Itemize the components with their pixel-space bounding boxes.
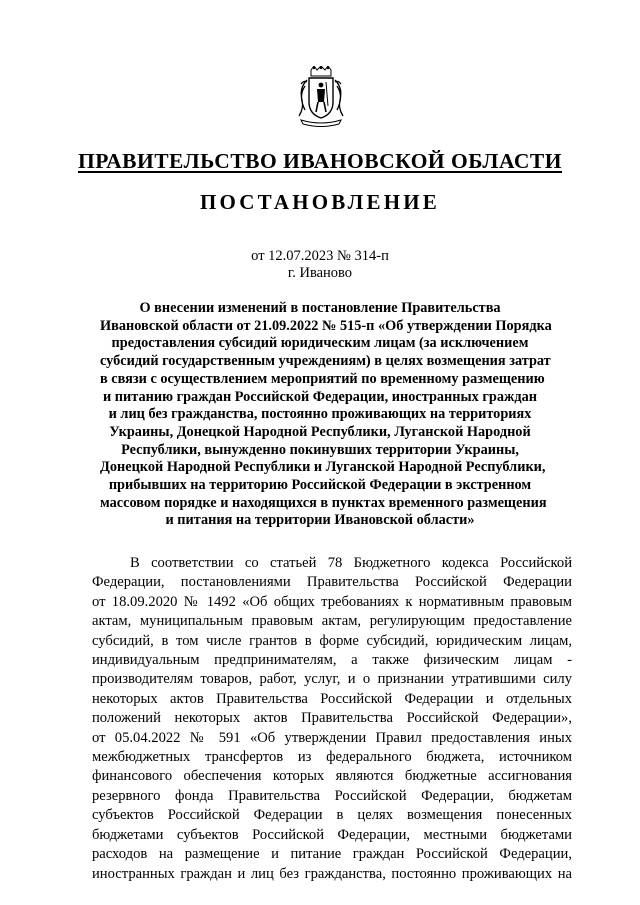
subject-line: и лиц без гражданства, постоянно проживающих на территориях	[108, 406, 532, 423]
document-body	[92, 554, 572, 884]
body-line: от 05.04.2022 № 591 «Об утверждении Правил предоставления иных	[92, 729, 572, 746]
body-line: субъектов Российской Федерации в целях возмещения понесенных	[92, 807, 572, 824]
subject-line: и питания на территории Ивановской области»	[165, 512, 475, 529]
subject-line: массовом порядке и находящихся в пунктах временного размещения	[100, 494, 547, 511]
subject-line: предоставления субсидий юридическим лицам (за исключением	[111, 335, 529, 352]
subject-line: Украины, Донецкой Народной Республики, Луганской Народной	[109, 423, 531, 440]
body-line: межбюджетных трансфертов из федерального бюджета, источником	[92, 749, 572, 766]
body-line: финансового обеспечения которых являются бюджетные ассигнования	[92, 768, 572, 785]
subject-line: О внесении изменений в постановление Правительства	[139, 300, 501, 316]
subject-line: субсидий государственным учреждениям) в целях возмещения затрат	[100, 353, 551, 370]
government-title: ПРАВИТЕЛЬСТВО ИВАНОВСКОЙ ОБЛАСТИ	[78, 149, 562, 173]
body-line: индивидуальным предпринимателям, а также физическим лицам -	[92, 652, 572, 669]
subject-line: Донецкой Народной Республики и Луганской Народной Республики,	[100, 459, 546, 476]
body-line: В соответствии со статьей 78 Бюджетного кодекса Российской	[130, 555, 572, 571]
body-line: Федерации, постановлениями Правительства Российской Федерации	[92, 574, 572, 591]
body-line: резервного фонда Правительства Российской Федерации, бюджетам	[92, 787, 572, 804]
body-line: бюджетами субъектов Российской Федерации, местными бюджетами	[92, 826, 572, 843]
body-line: иностранных граждан и лиц без гражданства, постоянно проживающих на	[92, 865, 572, 882]
subject-line: Республики, вынужденно покинувших территории Украины,	[121, 441, 519, 458]
body-line: производителям товаров, работ, услуг, и о признании утратившими силу	[92, 671, 572, 688]
subject-line: и питанию граждан Российской Федерации, иностранных граждан	[103, 388, 537, 405]
document-subject	[100, 300, 552, 530]
body-line: от 18.09.2020 № 1492 «Об общих требованиях к нормативным правовым	[92, 593, 572, 610]
subject-line: Ивановской области от 21.09.2022 № 515-п «Об утверждении Порядка	[100, 317, 552, 334]
body-line: некоторых актов Правительства Российской Федерации и отдельных	[92, 690, 572, 707]
document-date-number: от 12.07.2023 № 314-п	[251, 248, 389, 264]
subject-line: в связи с осуществлением мероприятий по временному размещению	[100, 370, 545, 387]
document-city: г. Иваново	[287, 265, 353, 281]
body-line: расходов на размещение и питание граждан Российской Федерации,	[92, 846, 572, 863]
document-type: ПОСТАНОВЛЕНИЕ	[199, 190, 441, 214]
body-line: субсидий, в том числе грантов в форме субсидий, юридическим лицам,	[92, 632, 572, 649]
body-line: положений некоторых актов Правительства Российской Федерации»,	[92, 710, 572, 727]
body-line: актам, муниципальным правовым актам, регулирующим предоставление	[92, 613, 572, 630]
coat-of-arms-icon	[295, 66, 347, 128]
subject-line: прибывших на территорию Российской Федерации в экстренном	[108, 477, 532, 494]
